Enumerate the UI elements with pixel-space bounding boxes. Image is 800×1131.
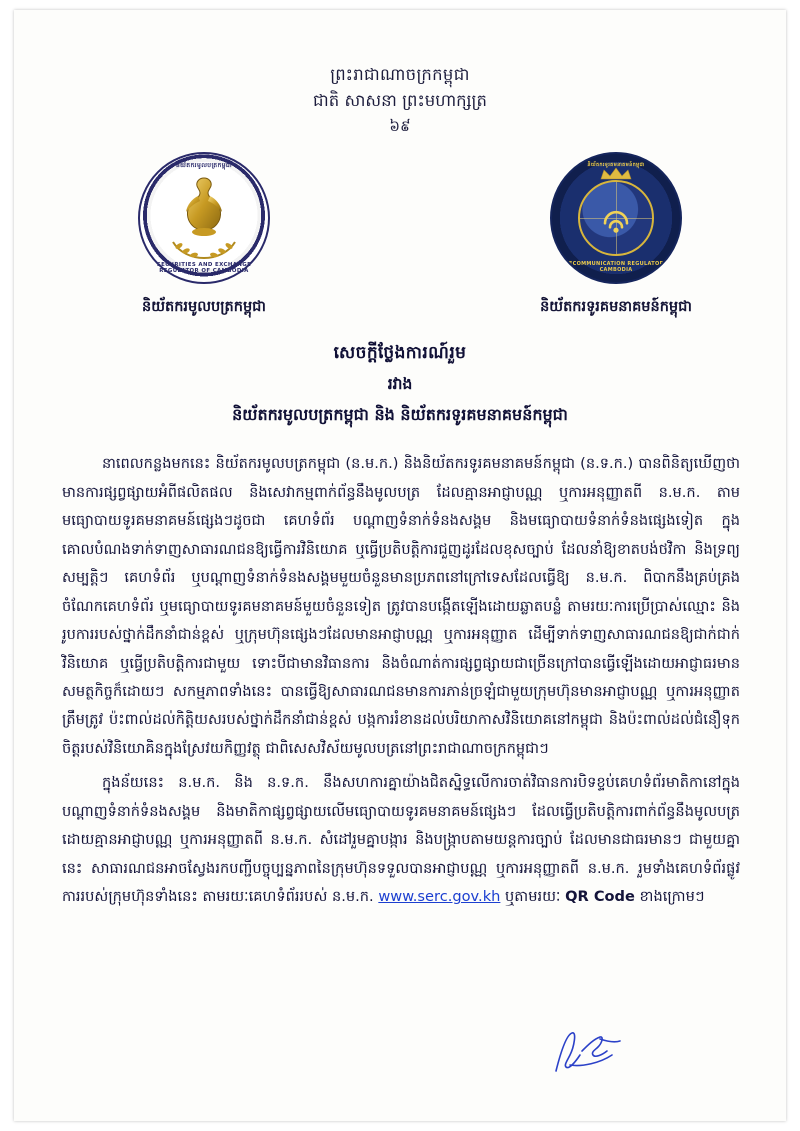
signal-wave-icon [593,198,639,238]
kingdom-line-3: ៦៩ [389,117,411,136]
left-logo-block [74,152,334,319]
paragraph-1: នាពេលកន្លងមកនេះ និយ័តករមូលបត្រកម្ពុជា (ន.ម.ក.) និងនិយ័តករទូរគមនាគមន៍កម្ពុជា (ន.ទ.ក.) បានពិនិត្យឃើញថាមានការផ្សព្វផ្សាយអំពីផលិតផល និងសេវាកម្មពាក់ព័ន្ធនឹងមូលបត្រ ដែលគ្មានអាជ្ញាបណ្ណ ឬការអនុញ្ញាតពី ន.ម.ក. តាមមធ្យោបាយទូរគមនាគមន៍ផ្សេងៗដូចជា គេហទំព័រ បណ្តាញទំនាក់ទំនងសង្គម និងមធ្យោបាយទំនាក់ទំនងផ្សេងទៀត ក្នុងគោលបំណងទាក់ទាញសាធារណជនឱ្យធ្វើការវិនិយោគ ឬធ្វើប្រតិបត្តិការជួញដូរដែលខុសច្បាប់ ដែលនាំឱ្យខាតបង់ថវិកា និងទ្រព្យសម្បត្តិៗ គេហទំព័រ ឬបណ្តាញទំនាក់ទំនងសង្គមមួយចំនួនមានប្រភពនៅក្រៅទេសដែលធ្វើឱ្យ ន.ម.ក. ពិបាកនឹងគ្រប់គ្រង ចំណែកគេហទំព័រ ឬមធ្យោបាយទូរគមនាគមន៍មួយចំនួនទៀត ត្រូវបានបង្កើតឡើងដោយឆ្លាតបន្លំ តាមរយៈការប្រើប្រាស់ឈ្មោះ និងរូបការរបស់ថ្នាក់ដឹកនាំជាន់ខ្ពស់ ឬក្រុមហ៊ុនផ្សេងៗដែលមានអាជ្ញាបណ្ណ ឬការអនុញ្ញាត ដើម្បីទាក់ទាញសាធារណជនឱ្យជាក់ជាក់វិនិយោគ ឬធ្វើប្រតិបត្តិការជាមួយ ទោះបីជាមានវិធានការ និងចំណាត់ការផ្សព្វផ្សាយជាច្រើនក្រៅបានធ្វើឡើងដោយអាជ្ញាធរមានសមត្ថកិច្ចក៏ដោយៗ សកម្មភាពទាំងនេះ បានធ្វើឱ្យសាធារណជនមានការភាន់ច្រឡំជាមួយក្រុមហ៊ុនមានអាជ្ញាបណ្ណ ឬការអនុញ្ញាតត្រឹមត្រូវ ប៉ះពាល់ដល់កិត្តិយសរបស់ថ្នាក់ដឹកនាំជាន់ខ្ពស់ បង្កការរំខានដល់បរិយាកាសវិនិយោគនៅកម្ពុជា និងប៉ះពាល់ដល់ជំនឿទុកចិត្តរបស់វិនិយោគិនក្នុងស្រែវយកិញ្ញវត្ថុ ជាពិសេសវិស័យមូលបត្រនៅព្រះរាជាណាចក្រកម្ពុជាៗ [62,455,740,757]
title-block [14,342,786,428]
kingdom-line-2: ជាតិ សាសនា ព្រះមហាក្សត្រ [313,90,487,110]
kingdom-header [14,10,786,138]
qr-code-label: QR Code [565,888,635,906]
crown-icon [599,166,633,180]
logo-row [14,152,786,332]
wreath-icon [167,234,241,260]
page-title: សេចក្តីថ្លែងការណ៍រួម [333,343,467,364]
paragraph-2-end: ខាងក្រោមៗ [634,888,705,906]
right-logo-block [486,152,746,319]
securities-seal-ring-bottom: SECURITIES AND EXCHANGE REGULATOR OF CAMBODIA [156,262,252,275]
signature-mark [546,1025,636,1079]
telecom-seal-ring-top: និយ័តករទូរគមនាគមន៍កម្ពុជា [587,162,645,169]
telecom-seal-ring-bottom: TELECOMMUNICATION REGULATOR OF CAMBODIA [557,261,675,274]
securities-seal-icon [138,152,270,284]
telecom-seal-icon [550,152,682,284]
document-sheet [14,10,786,1121]
securities-seal-ring-top: និយ័តករមូលបត្រកម្ពុជា [175,162,233,170]
paragraph-2-mid: ឬតាមរយៈ [500,888,566,906]
left-logo-caption: និយ័តករមូលបត្រកម្ពុជា [142,299,266,316]
paragraph-2-text: ក្នុងន័យនេះ ន.ម.ក. និង ន.ទ.ក. នឹងសហការគ្នាយ៉ាងជិតស្និទ្ធលើការចាត់វិធានការបិទខ្ទប់គេហទំព័រមាតិកានៅក្នុងបណ្តាញទំនាក់ទំនងសង្គម និងមាតិកាផ្សព្វផ្សាយលើមធ្យោបាយទូរគមនាគមន៍ផ្សេងៗ ដែលធ្វើប្រតិបត្តិការពាក់ព័ន្ធនឹងមូលបត្រដោយគ្មានអាជ្ញាបណ្ណ ឬការអនុញ្ញាតពី ន.ម.ក. សំដៅរួមគ្នាបង្ការ និងបង្ក្រាបតាមយន្តការច្បាប់ ដែលមានជាធរមានៗ ជាមួយគ្នានេះ សាធារណជនអាចស្វែងរកបញ្ជីបច្ចុប្បន្នភាពនៃក្រុមហ៊ុនទទួលបានអាជ្ញាបណ្ណ ឬការអនុញ្ញាតពី ន.ម.ក. រួមទាំងគេហទំព័រផ្លូវការរបស់ក្រុមហ៊ុនទាំងនេះ តាមរយៈគេហទំព័ររបស់ ន.ម.ក. [62,774,740,906]
title-organizations: និយ័តករមូលបត្រកម្ពុជា និង និយ័តករទូរគមនាគមន៍កម្ពុជា [232,405,568,425]
right-logo-caption: និយ័តករទូរគមនាគមន៍កម្ពុជា [540,299,692,316]
title-between: រវាង [387,375,413,394]
kingdom-line-1: ព្រះរាជាណាចក្រកម្ពុជា [330,65,470,84]
serc-website-link[interactable]: www.serc.gov.kh [378,888,501,906]
paragraph-2 [62,769,740,911]
document-body [62,450,740,911]
